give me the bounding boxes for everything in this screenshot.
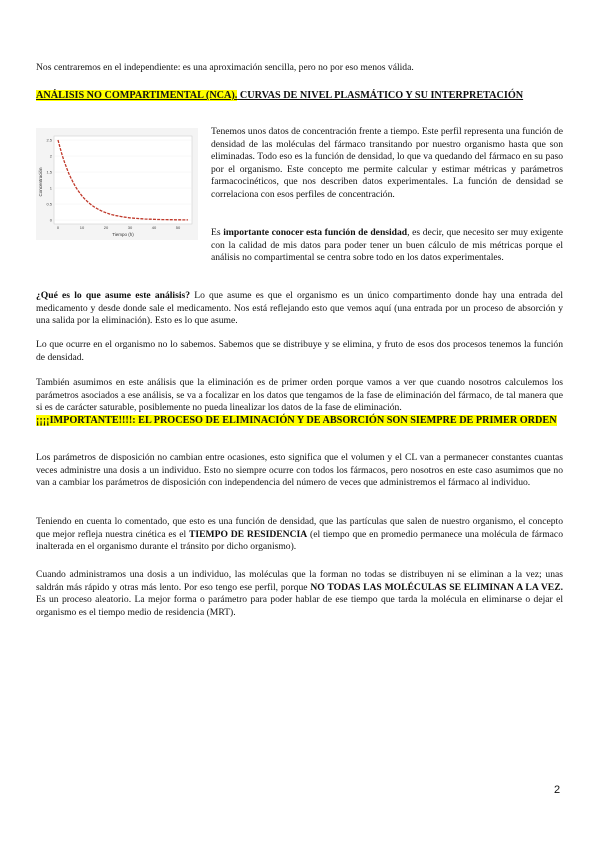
important-post: , es decir, que necesito ser muy exigente con la calidad de mis datos para poder tener un buen cálculo de mis métricas porque el análisis no compartimental se centra sobre todo en los datos experimentales. [211, 227, 564, 264]
assume-paragraph [36, 290, 563, 328]
assume-post: Lo que asume es que el organismo es un único compartimento donde hay una entrada del medicamento y desde donde sale el medicamento. Nos está reflejando esto que vemos aquí (una entrada por un proceso de absorción y una salida por la eliminación). Esto es lo que asume. [36, 290, 563, 327]
residence-paragraph [36, 516, 563, 554]
x-tick-label: 20 [103, 225, 109, 230]
residence-pre: Teniendo en cuenta lo comentado, que esto es una función de densidad, que las partículas que salen de nuestro organismo, el concepto que mejor refleja nuestra cinética es el [36, 516, 563, 540]
y-tick-label: 0 [49, 217, 52, 223]
important-pre: Es [211, 227, 224, 238]
heading-highlight: ANÁLISIS NO COMPARTIMENTAL (NCA). [36, 90, 238, 101]
molecules-post: Es un proceso aleatorio. La mejor forma o parámetro para poder hablar de ese tiempo que tarda la molécula en eliminarse o dejar el organismo es el tiempo medio de residencia (MRT). [36, 594, 563, 618]
residence-bold: TIEMPO DE RESIDENCIA [189, 528, 308, 540]
molecules-pre: Cuando administramos una dosis a un individuo, las moléculas que la forman no todas se distribuyen ni se eliminan a la vez; unas saldrán más rápido y otras más lento. Por eso tengo ese perfil, porque [36, 569, 563, 593]
x-tick-label: 10 [79, 225, 85, 230]
y-tick-label: 0.5 [46, 201, 52, 207]
page-number: 2 [554, 784, 561, 796]
y-tick-label: 1 [49, 185, 52, 191]
molecules-paragraph [36, 569, 563, 619]
heading-rest: CURVAS DE NIVEL PLASMÁTICO Y SU INTERPRETACIÓN [237, 90, 524, 101]
disposition-paragraph: Los parámetros de disposición no cambian entre ocasiones, esto significa que el volumen y el CL van a permanecer constantes cuantas veces administre una dosis a un individuo. Esto no siempre ocurre con todos los fármacos, pero nosotros en este caso asumimos que no van a cambiar los parámetros de disposición con independencia del número de veces que administremos el fármaco al individuo. [36, 452, 563, 489]
important-heading-text: ¡¡¡¡IMPORTANTE!!!!: EL PROCESO DE ELIMINACIÓN Y DE ABSORCIÓN SON SIEMPRE DE PRIMER ORDEN [36, 415, 557, 426]
x-tick-label: 0 [56, 225, 60, 230]
important-bold: importante conocer esta función de densidad [223, 227, 408, 238]
section-heading [36, 90, 563, 102]
important-heading [36, 415, 563, 427]
assume-bold: ¿Qué es lo que asume este análisis? [36, 290, 191, 301]
unknown-paragraph: Lo que ocurre en el organismo no lo sabemos. Sabemos que se distribuye y se elimina, y fruto de esos dos procesos tenemos la función de densidad. [36, 339, 563, 363]
concentration-time-plot [36, 128, 198, 240]
y-tick-label: 2 [49, 153, 52, 159]
y-axis-label: Concentración [38, 167, 43, 197]
residence-post: (el tiempo que en promedio permanece una molécula de fármaco inalterada en el organismo durante el tránsito por dicho organismo). [36, 528, 563, 553]
x-tick-label: 50 [175, 225, 181, 230]
first-order-paragraph: También asumimos en este análisis que la eliminación es de primer orden porque vamos a ver que cuando nosotros calculemos los parámetros asociados a ese análisis, se va a focalizar en los datos que tengamos de la fase de eliminación del fármaco, de tal manera que si es de carácter saturable, posiblemente no pueda linealizar los datos de la fase de eliminación. [36, 377, 563, 414]
x-tick-label: 30 [127, 225, 133, 230]
plot-area [54, 136, 192, 224]
molecules-bold: NO TODAS LAS MOLÉCULAS SE ELIMINAN A LA VEZ. [310, 581, 563, 593]
y-tick-label: 2.5 [46, 137, 52, 143]
y-tick-label: 1.5 [46, 169, 52, 175]
intro-paragraph: Nos centraremos en el independiente: es una aproximación sencilla, pero no por eso menos válida. [36, 62, 414, 73]
x-axis-label: Tiempo (h) [112, 232, 134, 237]
important-density-paragraph [211, 227, 563, 265]
x-tick-label: 40 [151, 225, 157, 230]
density-paragraph: Tenemos unos datos de concentración frente a tiempo. Este perfil representa una función de densidad de las moléculas del fármaco transitando por nuestro organismo hasta que son eliminadas. Todo eso es la función de densidad, lo que va quedando del fármaco en su paso por el organismo. Este concepto me permite calcular y estimar métricas y parámetros farmacocinéticos, que nos describen datos experimentales. La función de densidad se correlaciona con esos perfiles de concentración. [211, 126, 563, 200]
